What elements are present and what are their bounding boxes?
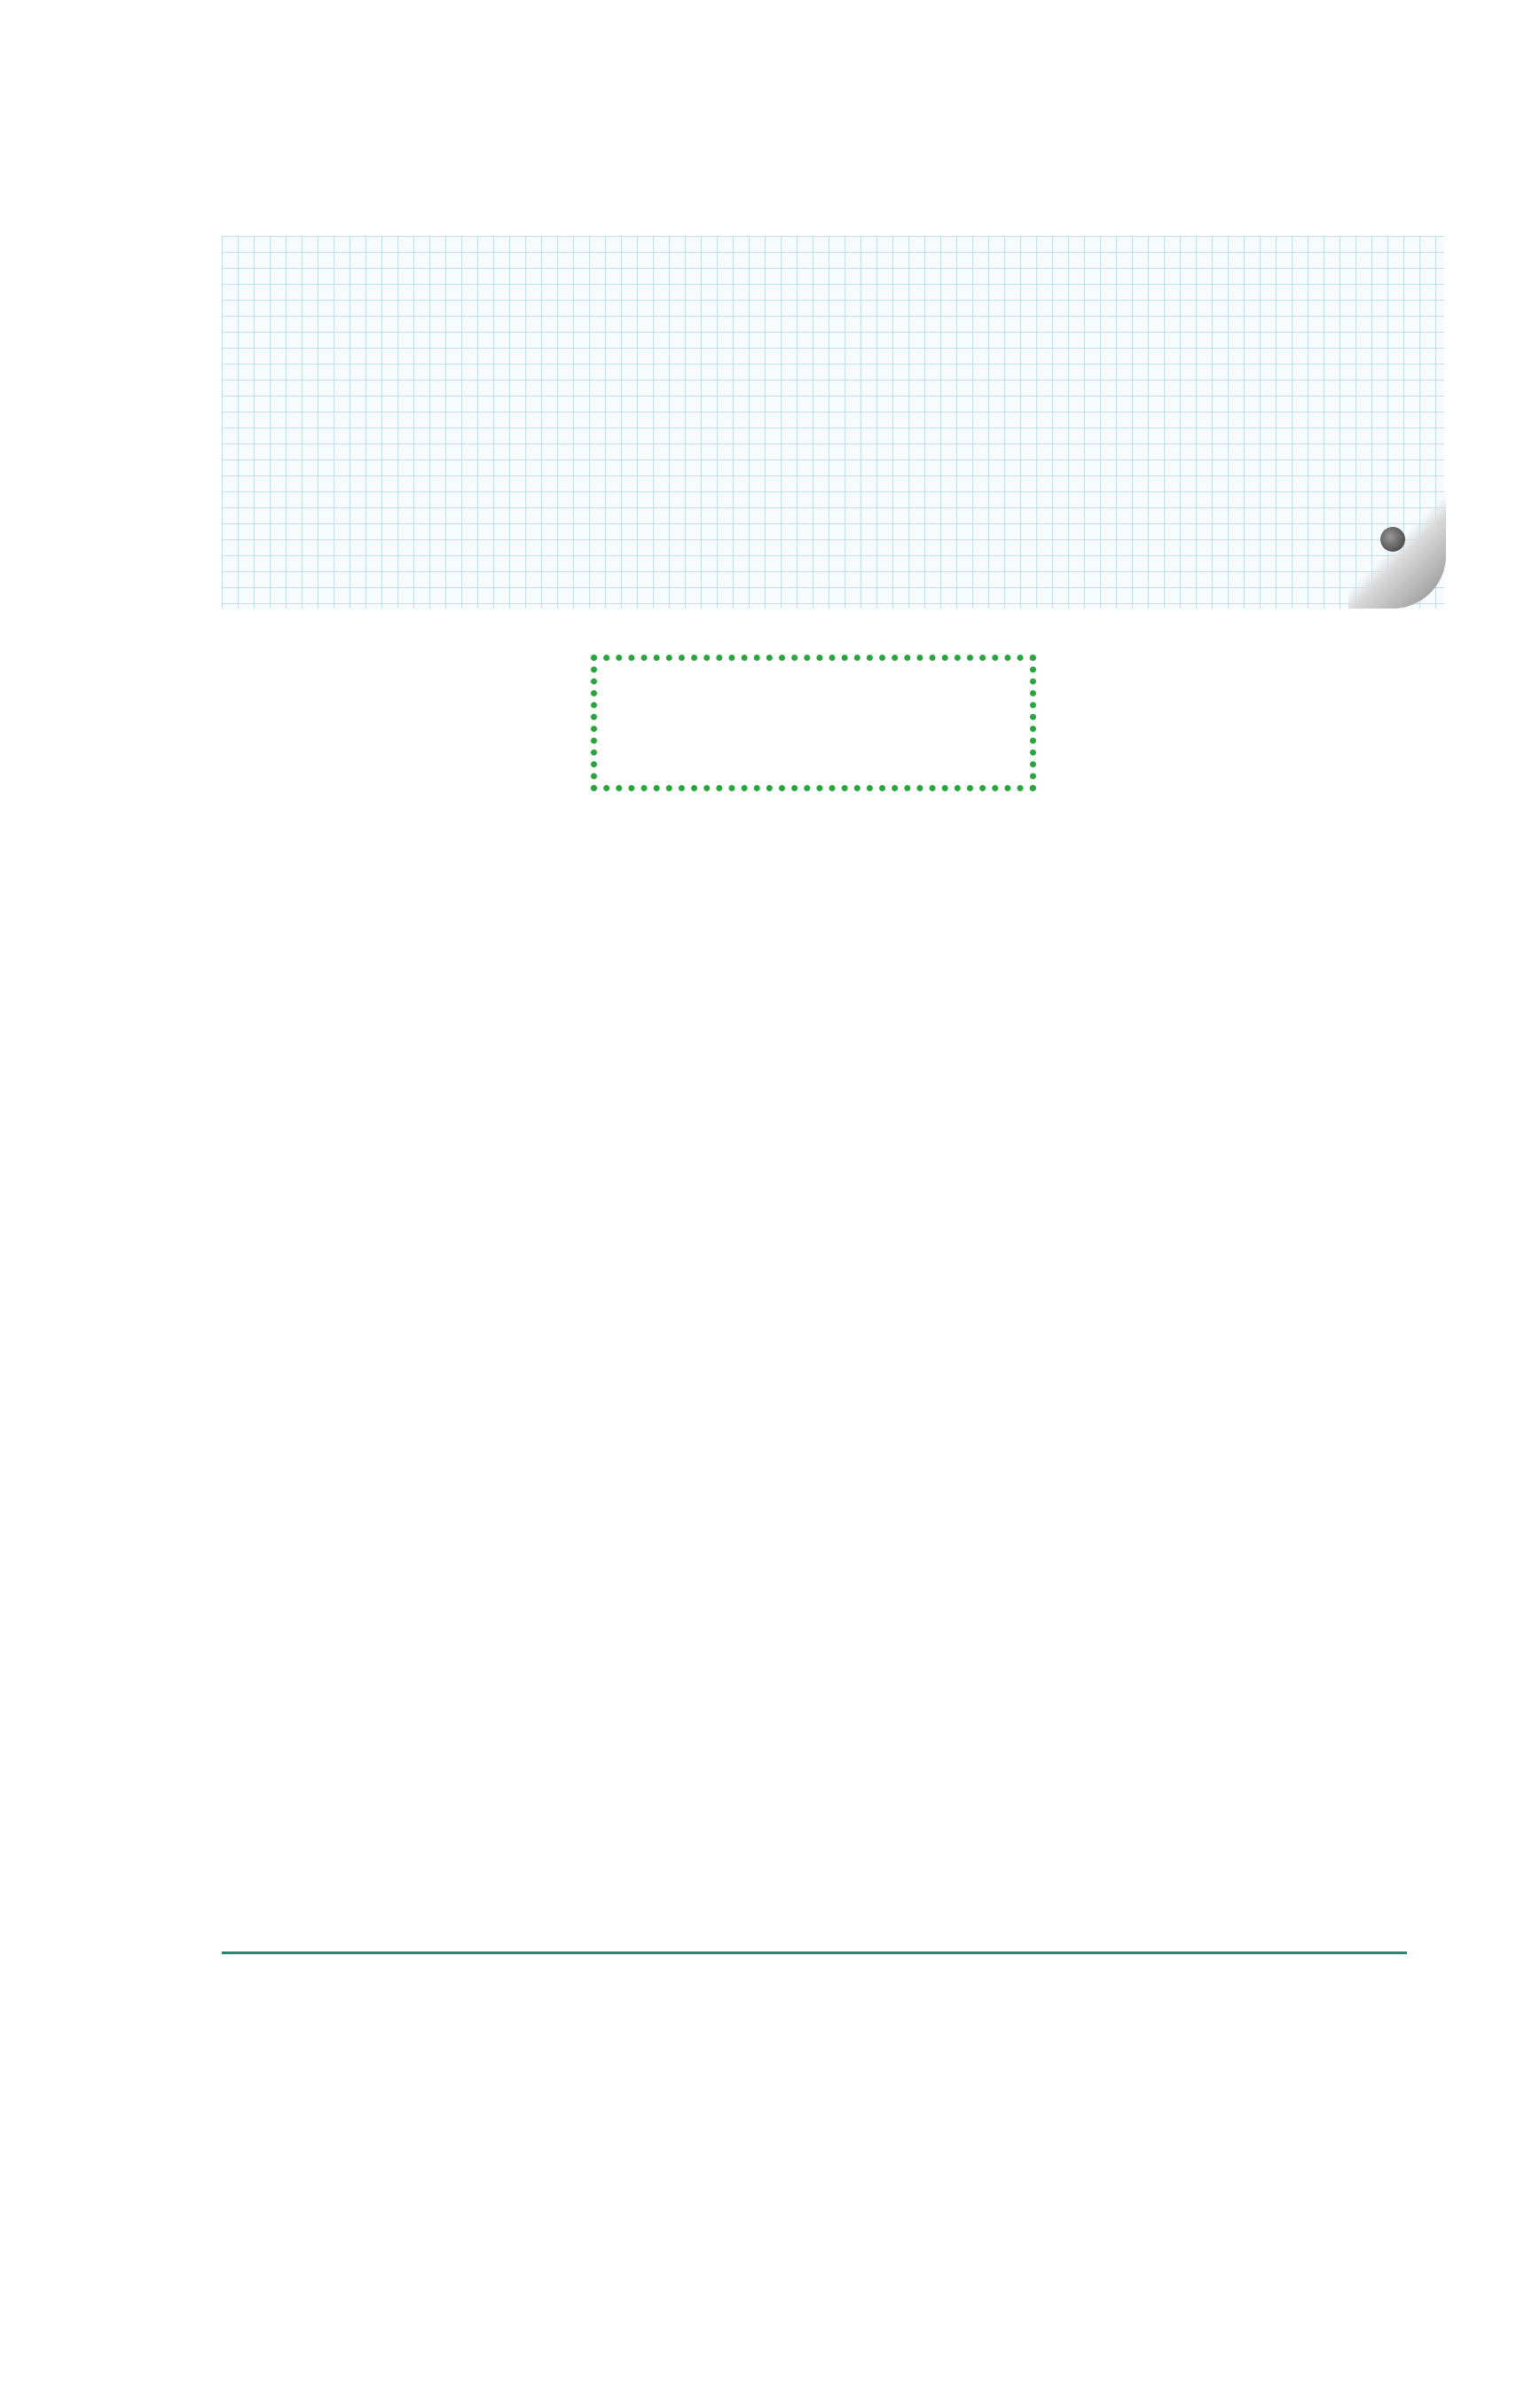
task-b (222, 841, 1409, 883)
vocabulary-box (591, 655, 1036, 791)
letter-note (222, 236, 1444, 609)
pin-icon (1380, 527, 1405, 552)
task-c-heading (222, 1016, 232, 1057)
divider-line (222, 1951, 1407, 1954)
task-3-heading (222, 1524, 251, 1566)
page-curl (1348, 497, 1446, 609)
